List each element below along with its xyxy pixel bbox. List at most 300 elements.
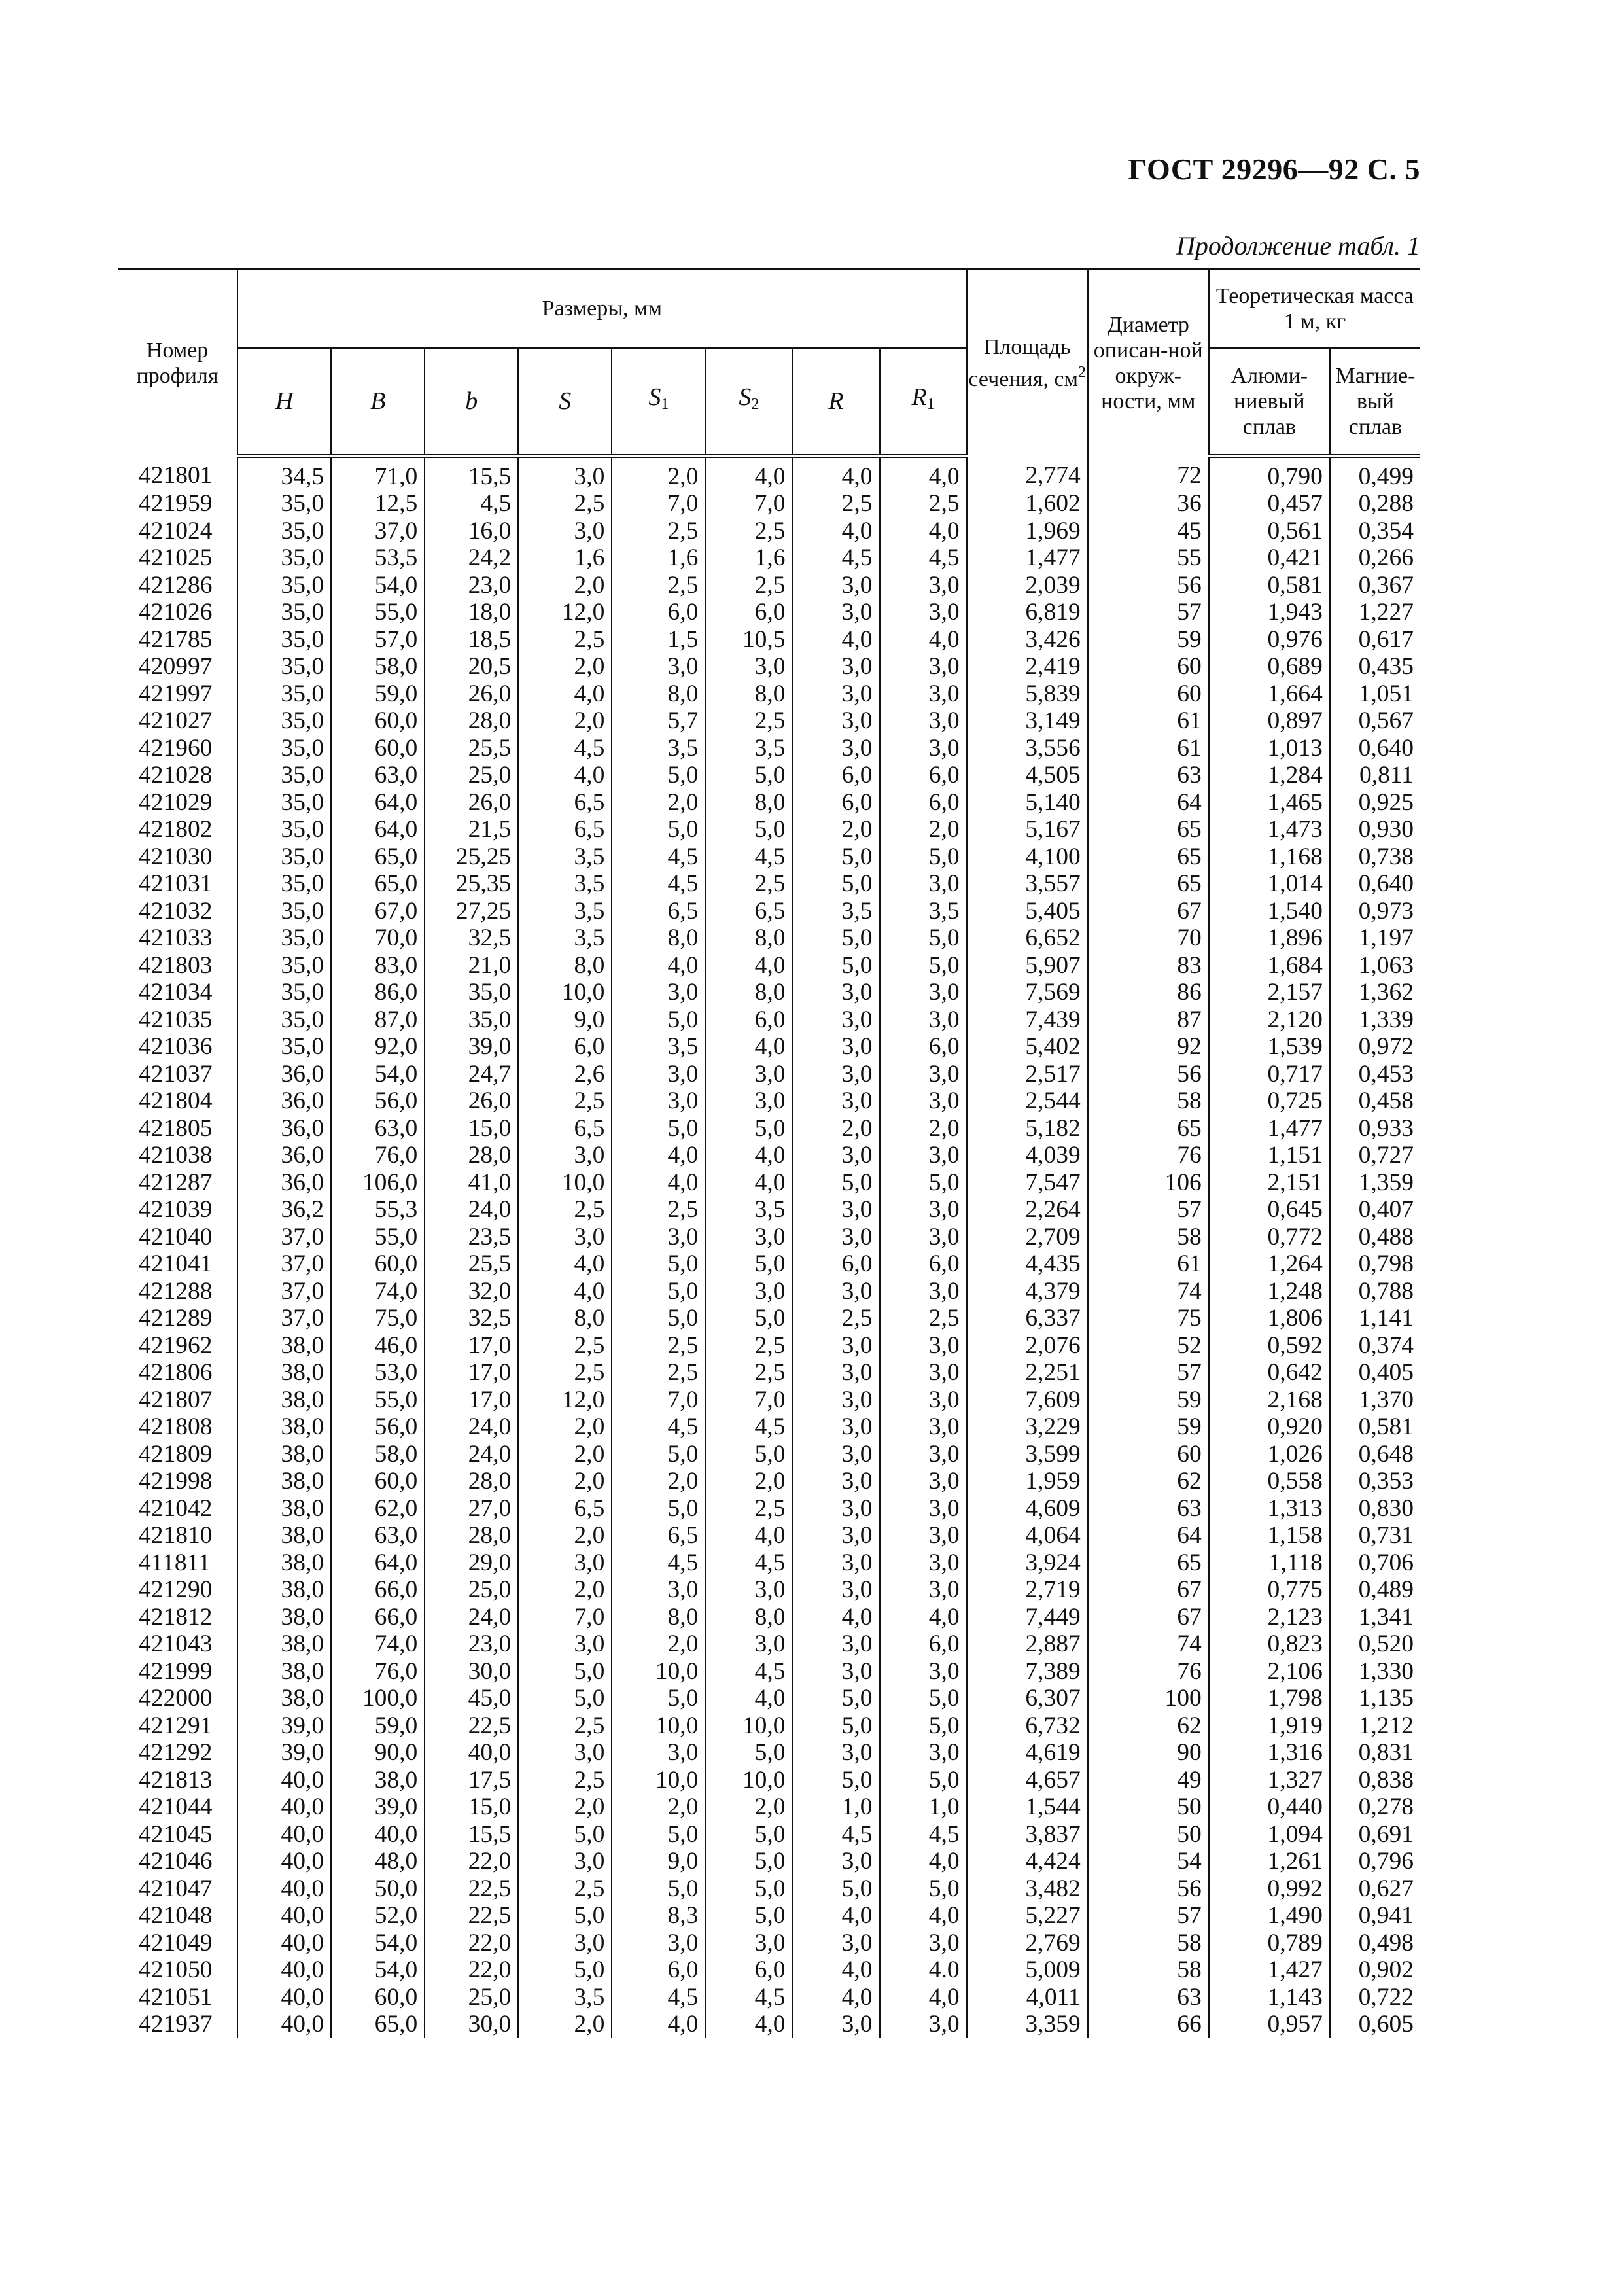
cell-S2: 6,0 — [705, 1956, 792, 1984]
cell-mass-aluminum: 1,261 — [1209, 1848, 1330, 1875]
cell-R1: 4,0 — [880, 1604, 967, 1631]
table-row — [118, 762, 1420, 789]
table-row — [118, 816, 1420, 843]
cell-S: 2,6 — [518, 1061, 612, 1088]
cell-mass-magnesium: 0,640 — [1330, 735, 1420, 762]
cell-S2: 6,0 — [705, 599, 792, 626]
cell-profile-number: 421040 — [139, 1223, 213, 1250]
table-row — [118, 1468, 1420, 1495]
table-row — [118, 1956, 1420, 1984]
cell-R: 4,0 — [792, 1956, 879, 1984]
table-row — [118, 1196, 1420, 1224]
cell-B: 56,0 — [331, 1413, 425, 1441]
cell-area: 2,719 — [967, 1576, 1088, 1604]
table-continuation-label: Продолжение табл. 1 — [1176, 231, 1420, 260]
cell-area: 3,229 — [967, 1413, 1088, 1441]
cell-R1: 6,0 — [880, 1631, 967, 1658]
cell-H: 35,0 — [237, 544, 331, 572]
cell-H: 35,0 — [237, 979, 331, 1006]
cell-S1: 5,0 — [612, 1006, 705, 1034]
cell-H: 35,0 — [237, 816, 331, 843]
table-row — [118, 518, 1420, 545]
cell-mass-aluminum: 0,976 — [1209, 626, 1330, 654]
cell-R: 3,0 — [792, 1142, 879, 1169]
cell-b: 26,0 — [425, 1087, 518, 1115]
header-profile-number: Номер профиля — [136, 338, 218, 388]
cell-R1: 3,0 — [880, 2011, 967, 2038]
cell-S: 3,0 — [518, 518, 612, 545]
cell-S2: 4,0 — [705, 1522, 792, 1549]
cell-B: 62,0 — [331, 1495, 425, 1523]
cell-profile-number: 421997 — [139, 680, 213, 707]
table-row — [118, 1142, 1420, 1169]
cell-area: 6,652 — [967, 925, 1088, 952]
cell-diameter: 66 — [1088, 2011, 1209, 2038]
cell-B: 87,0 — [331, 1006, 425, 1034]
cell-area: 6,337 — [967, 1305, 1088, 1332]
cell-H: 38,0 — [237, 1332, 331, 1360]
cell-R1: 3,0 — [880, 1739, 967, 1767]
cell-mass-aluminum: 0,642 — [1209, 1359, 1330, 1386]
cell-mass-aluminum: 2,120 — [1209, 1006, 1330, 1034]
cell-S: 2,0 — [518, 707, 612, 735]
cell-mass-aluminum: 1,151 — [1209, 1142, 1330, 1169]
cell-S: 2,5 — [518, 490, 612, 518]
cell-R: 3,0 — [792, 1468, 879, 1495]
cell-S: 6,0 — [518, 1033, 612, 1061]
cell-R: 4,0 — [792, 1604, 879, 1631]
cell-diameter: 54 — [1088, 1848, 1209, 1875]
cell-R1: 6,0 — [880, 1033, 967, 1061]
cell-mass-magnesium: 0,374 — [1330, 1332, 1420, 1360]
cell-R1: 6,0 — [880, 762, 967, 789]
cell-B: 75,0 — [331, 1305, 425, 1332]
cell-S2: 5,0 — [705, 1848, 792, 1875]
cell-H: 40,0 — [237, 1793, 331, 1821]
cell-S: 5,0 — [518, 1956, 612, 1984]
table-row — [118, 1169, 1420, 1197]
cell-b: 40,0 — [425, 1739, 518, 1767]
cell-b: 22,5 — [425, 1712, 518, 1740]
cell-area: 5,182 — [967, 1115, 1088, 1142]
table-row — [118, 1902, 1420, 1930]
cell-B: 59,0 — [331, 1712, 425, 1740]
table-row — [118, 1332, 1420, 1360]
cell-R1: 5,0 — [880, 1685, 967, 1712]
table-row — [118, 1821, 1420, 1848]
cell-S: 2,0 — [518, 572, 612, 599]
cell-R: 3,0 — [792, 1386, 879, 1414]
cell-R1: 3,0 — [880, 1142, 967, 1169]
cell-H: 36,0 — [237, 1087, 331, 1115]
cell-H: 35,0 — [237, 518, 331, 545]
cell-diameter: 50 — [1088, 1793, 1209, 1821]
cell-H: 37,0 — [237, 1305, 331, 1332]
cell-B: 58,0 — [331, 1441, 425, 1468]
cell-b: 16,0 — [425, 518, 518, 545]
cell-S: 10,0 — [518, 979, 612, 1006]
cell-R1: 6,0 — [880, 789, 967, 817]
cell-b: 29,0 — [425, 1549, 518, 1577]
cell-S1: 5,0 — [612, 1821, 705, 1848]
cell-b: 22,0 — [425, 1956, 518, 1984]
cell-diameter: 61 — [1088, 707, 1209, 735]
cell-S2: 8,0 — [705, 789, 792, 817]
cell-S: 5,0 — [518, 1658, 612, 1686]
cell-b: 30,0 — [425, 1658, 518, 1686]
cell-mass-aluminum: 0,440 — [1209, 1793, 1330, 1821]
cell-S1: 5,0 — [612, 1495, 705, 1523]
cell-b: 45,0 — [425, 1685, 518, 1712]
cell-B: 55,0 — [331, 1224, 425, 1251]
cell-S2: 2,5 — [705, 1495, 792, 1523]
cell-profile-number: 421032 — [139, 897, 213, 925]
cell-diameter: 60 — [1088, 653, 1209, 680]
cell-profile-number: 421045 — [139, 1820, 213, 1848]
cell-mass-magnesium: 0,617 — [1330, 626, 1420, 654]
cell-diameter: 67 — [1088, 898, 1209, 925]
cell-S1: 1,6 — [612, 544, 705, 572]
cell-mass-aluminum: 1,798 — [1209, 1685, 1330, 1712]
cell-b: 35,0 — [425, 1006, 518, 1034]
cell-R: 2,0 — [792, 816, 879, 843]
cell-diameter: 56 — [1088, 1875, 1209, 1903]
cell-diameter: 74 — [1088, 1278, 1209, 1305]
cell-profile-number: 421290 — [139, 1576, 213, 1603]
cell-mass-magnesium: 0,489 — [1330, 1576, 1420, 1604]
cell-diameter: 64 — [1088, 1522, 1209, 1549]
header-S2-symbol: S — [739, 383, 752, 411]
cell-H: 37,0 — [237, 1250, 331, 1278]
cell-R: 5,0 — [792, 1712, 879, 1740]
cell-S1: 2,0 — [612, 1793, 705, 1821]
cell-mass-aluminum: 1,013 — [1209, 735, 1330, 762]
cell-R: 6,0 — [792, 762, 879, 789]
table-row — [118, 1033, 1420, 1061]
cell-B: 66,0 — [331, 1576, 425, 1604]
cell-R1: 5,0 — [880, 1767, 967, 1794]
cell-S: 3,5 — [518, 843, 612, 871]
cell-area: 4,609 — [967, 1495, 1088, 1523]
cell-S2: 4,0 — [705, 1033, 792, 1061]
cell-S: 6,5 — [518, 1115, 612, 1142]
cell-R1: 2,5 — [880, 1305, 967, 1332]
cell-diameter: 76 — [1088, 1142, 1209, 1169]
cell-mass-aluminum: 1,094 — [1209, 1821, 1330, 1848]
cell-diameter: 55 — [1088, 544, 1209, 572]
cell-area: 2,419 — [967, 653, 1088, 680]
cell-R1: 5,0 — [880, 952, 967, 980]
cell-S: 5,0 — [518, 1685, 612, 1712]
cell-S: 3,0 — [518, 1224, 612, 1251]
cell-R: 2,5 — [792, 490, 879, 518]
cell-S2: 4,5 — [705, 1549, 792, 1577]
cell-B: 63,0 — [331, 1115, 425, 1142]
cell-S: 9,0 — [518, 1006, 612, 1034]
cell-S2: 1,6 — [705, 544, 792, 572]
table-row — [118, 680, 1420, 708]
cell-area: 4,424 — [967, 1848, 1088, 1875]
cell-H: 35,0 — [237, 1006, 331, 1034]
table-row — [118, 1006, 1420, 1034]
cell-diameter: 65 — [1088, 1549, 1209, 1577]
cell-mass-magnesium: 0,830 — [1330, 1495, 1420, 1523]
cell-S2: 6,5 — [705, 898, 792, 925]
cell-S1: 10,0 — [612, 1712, 705, 1740]
cell-area: 2,709 — [967, 1224, 1088, 1251]
profile-table-container — [118, 268, 1420, 2038]
cell-S2: 2,5 — [705, 1332, 792, 1360]
table-row — [118, 1061, 1420, 1088]
cell-S1: 6,5 — [612, 898, 705, 925]
cell-B: 64,0 — [331, 1549, 425, 1577]
cell-S2: 8,0 — [705, 979, 792, 1006]
cell-diameter: 92 — [1088, 1033, 1209, 1061]
cell-S: 4,5 — [518, 735, 612, 762]
header-S1-symbol: S — [648, 383, 661, 411]
cell-B: 37,0 — [331, 518, 425, 545]
cell-S2: 4,0 — [705, 952, 792, 980]
table-row — [118, 898, 1420, 925]
cell-mass-aluminum: 0,775 — [1209, 1576, 1330, 1604]
cell-S1: 6,5 — [612, 1522, 705, 1549]
cell-profile-number: 421034 — [139, 979, 213, 1006]
cell-S: 3,0 — [518, 1739, 612, 1767]
cell-profile-number: 421292 — [139, 1739, 213, 1766]
cell-mass-magnesium: 0,520 — [1330, 1631, 1420, 1658]
cell-S2: 3,0 — [705, 1278, 792, 1305]
cell-area: 1,477 — [967, 544, 1088, 572]
cell-profile-number: 421812 — [139, 1603, 213, 1631]
cell-mass-aluminum: 0,992 — [1209, 1875, 1330, 1903]
profile-table — [118, 268, 1420, 2038]
cell-mass-magnesium: 1,227 — [1330, 599, 1420, 626]
cell-profile-number: 421785 — [139, 626, 213, 653]
cell-S2: 10,0 — [705, 1767, 792, 1794]
cell-R: 4,0 — [792, 1902, 879, 1930]
cell-area: 2,544 — [967, 1087, 1088, 1115]
cell-S1: 5,0 — [612, 1250, 705, 1278]
cell-S: 2,0 — [518, 1576, 612, 1604]
cell-area: 6,819 — [967, 599, 1088, 626]
cell-diameter: 58 — [1088, 1224, 1209, 1251]
cell-S: 6,5 — [518, 1495, 612, 1523]
cell-area: 5,009 — [967, 1956, 1088, 1984]
cell-R1: 3,0 — [880, 599, 967, 626]
cell-mass-aluminum: 0,561 — [1209, 518, 1330, 545]
cell-area: 2,251 — [967, 1359, 1088, 1386]
cell-H: 40,0 — [237, 1902, 331, 1930]
cell-R: 4,0 — [792, 456, 879, 491]
cell-H: 35,0 — [237, 735, 331, 762]
cell-S1: 2,0 — [612, 1468, 705, 1495]
table-row — [118, 1386, 1420, 1414]
cell-R1: 3,0 — [880, 1413, 967, 1441]
header-S1-subscript: 1 — [661, 396, 669, 413]
cell-S: 12,0 — [518, 599, 612, 626]
cell-H: 37,0 — [237, 1278, 331, 1305]
area-unit-exponent: 2 — [1077, 363, 1086, 381]
cell-B: 57,0 — [331, 626, 425, 654]
cell-S2: 5,0 — [705, 1441, 792, 1468]
cell-S2: 3,0 — [705, 1576, 792, 1604]
cell-S1: 5,0 — [612, 1305, 705, 1332]
cell-profile-number: 421804 — [139, 1087, 213, 1114]
cell-R1: 3,0 — [880, 1061, 967, 1088]
cell-R: 3,5 — [792, 898, 879, 925]
cell-R: 3,0 — [792, 1061, 879, 1088]
cell-S2: 5,0 — [705, 1902, 792, 1930]
cell-b: 32,0 — [425, 1278, 518, 1305]
cell-H: 36,0 — [237, 1142, 331, 1169]
cell-B: 83,0 — [331, 952, 425, 980]
cell-profile-number: 421037 — [139, 1060, 213, 1087]
cell-S1: 5,7 — [612, 707, 705, 735]
cell-S1: 5,0 — [612, 1685, 705, 1712]
cell-S2: 7,0 — [705, 1386, 792, 1414]
cell-mass-aluminum: 1,014 — [1209, 870, 1330, 898]
cell-diameter: 59 — [1088, 626, 1209, 654]
cell-diameter: 74 — [1088, 1631, 1209, 1658]
cell-profile-number: 421806 — [139, 1359, 213, 1386]
cell-B: 56,0 — [331, 1087, 425, 1115]
cell-profile-number: 421025 — [139, 544, 213, 571]
cell-profile-number: 421803 — [139, 951, 213, 979]
cell-b: 23,0 — [425, 572, 518, 599]
cell-R1: 4,0 — [880, 1984, 967, 2011]
cell-b: 32,5 — [425, 925, 518, 952]
cell-R1: 3,0 — [880, 1359, 967, 1386]
cell-H: 39,0 — [237, 1739, 331, 1767]
cell-area: 5,167 — [967, 816, 1088, 843]
cell-R: 3,0 — [792, 707, 879, 735]
cell-H: 35,0 — [237, 653, 331, 680]
cell-b: 30,0 — [425, 2011, 518, 2038]
cell-area: 4,657 — [967, 1767, 1088, 1794]
cell-area: 4,039 — [967, 1142, 1088, 1169]
cell-mass-aluminum: 0,581 — [1209, 572, 1330, 599]
cell-mass-aluminum: 1,248 — [1209, 1278, 1330, 1305]
area-label: Площадь сечения, см — [968, 334, 1078, 391]
cell-profile-number: 421998 — [139, 1468, 213, 1494]
cell-S: 5,0 — [518, 1821, 612, 1848]
cell-diameter: 58 — [1088, 1956, 1209, 1984]
cell-R1: 4,5 — [880, 1821, 967, 1848]
cell-area: 7,569 — [967, 979, 1088, 1006]
cell-b: 21,5 — [425, 816, 518, 843]
cell-mass-magnesium: 0,722 — [1330, 1984, 1420, 2011]
cell-R: 3,0 — [792, 599, 879, 626]
table-row — [118, 1658, 1420, 1686]
cell-H: 35,0 — [237, 599, 331, 626]
cell-H: 35,0 — [237, 572, 331, 599]
cell-B: 100,0 — [331, 1685, 425, 1712]
cell-S2: 4,0 — [705, 1142, 792, 1169]
cell-S2: 3,0 — [705, 1061, 792, 1088]
cell-H: 35,0 — [237, 680, 331, 708]
cell-mass-magnesium: 1,063 — [1330, 952, 1420, 980]
cell-S: 8,0 — [518, 952, 612, 980]
cell-profile-number: 421802 — [139, 816, 213, 843]
cell-area: 6,307 — [967, 1685, 1088, 1712]
cell-B: 40,0 — [331, 1821, 425, 1848]
cell-mass-aluminum: 2,123 — [1209, 1604, 1330, 1631]
header-theoretical-mass-group: Теоретическая масса 1 м, кг — [1209, 270, 1420, 348]
cell-R1: 3,0 — [880, 1549, 967, 1577]
cell-H: 38,0 — [237, 1685, 331, 1712]
cell-B: 12,5 — [331, 490, 425, 518]
cell-S1: 5,0 — [612, 1441, 705, 1468]
cell-S1: 3,0 — [612, 1224, 705, 1251]
cell-B: 54,0 — [331, 1930, 425, 1957]
cell-mass-aluminum: 1,539 — [1209, 1033, 1330, 1061]
cell-mass-magnesium: 0,925 — [1330, 789, 1420, 817]
table-row — [118, 1115, 1420, 1142]
cell-R: 3,0 — [792, 1332, 879, 1360]
cell-R1: 3,0 — [880, 1495, 967, 1523]
cell-mass-aluminum: 1,943 — [1209, 599, 1330, 626]
cell-profile-number: 421044 — [139, 1793, 213, 1820]
cell-S1: 5,0 — [612, 1875, 705, 1903]
cell-B: 60,0 — [331, 1250, 425, 1278]
cell-b: 25,0 — [425, 1984, 518, 2011]
cell-mass-aluminum: 1,684 — [1209, 952, 1330, 980]
cell-R: 3,0 — [792, 1224, 879, 1251]
cell-B: 55,3 — [331, 1196, 425, 1224]
cell-S: 1,6 — [518, 544, 612, 572]
cell-H: 36,0 — [237, 1115, 331, 1142]
cell-R1: 3,0 — [880, 1522, 967, 1549]
cell-diameter: 59 — [1088, 1413, 1209, 1441]
cell-R: 5,0 — [792, 1685, 879, 1712]
cell-R: 6,0 — [792, 1250, 879, 1278]
cell-mass-aluminum: 1,919 — [1209, 1712, 1330, 1740]
cell-area: 6,732 — [967, 1712, 1088, 1740]
table-row — [118, 925, 1420, 952]
header-dimensions-group: Размеры, мм — [237, 270, 967, 348]
cell-mass-magnesium: 0,567 — [1330, 707, 1420, 735]
cell-mass-aluminum: 0,421 — [1209, 544, 1330, 572]
cell-profile-number: 421962 — [139, 1332, 213, 1359]
cell-S: 2,5 — [518, 1087, 612, 1115]
cell-diameter: 86 — [1088, 979, 1209, 1006]
cell-area: 4,064 — [967, 1522, 1088, 1549]
cell-profile-number: 421038 — [139, 1142, 213, 1169]
cell-R1: 4,5 — [880, 544, 967, 572]
cell-S1: 10,0 — [612, 1658, 705, 1686]
cell-mass-aluminum: 0,645 — [1209, 1196, 1330, 1224]
cell-mass-aluminum: 1,477 — [1209, 1115, 1330, 1142]
cell-b: 22,5 — [425, 1902, 518, 1930]
cell-R1: 4,0 — [880, 626, 967, 654]
cell-R1: 3,0 — [880, 572, 967, 599]
cell-R: 3,0 — [792, 1576, 879, 1604]
cell-mass-aluminum: 1,316 — [1209, 1739, 1330, 1767]
cell-profile-number: 421810 — [139, 1522, 213, 1549]
cell-b: 26,0 — [425, 680, 518, 708]
cell-mass-aluminum: 1,465 — [1209, 789, 1330, 817]
cell-S2: 3,0 — [705, 1930, 792, 1957]
cell-profile-number: 421937 — [139, 2011, 213, 2038]
cell-diameter: 45 — [1088, 518, 1209, 545]
cell-R1: 5,0 — [880, 843, 967, 871]
table-row — [118, 1793, 1420, 1821]
cell-S1: 3,0 — [612, 1061, 705, 1088]
cell-R: 4,5 — [792, 1821, 879, 1848]
cell-S: 5,0 — [518, 1902, 612, 1930]
cell-R1: 3,0 — [880, 1224, 967, 1251]
cell-S1: 8,0 — [612, 680, 705, 708]
